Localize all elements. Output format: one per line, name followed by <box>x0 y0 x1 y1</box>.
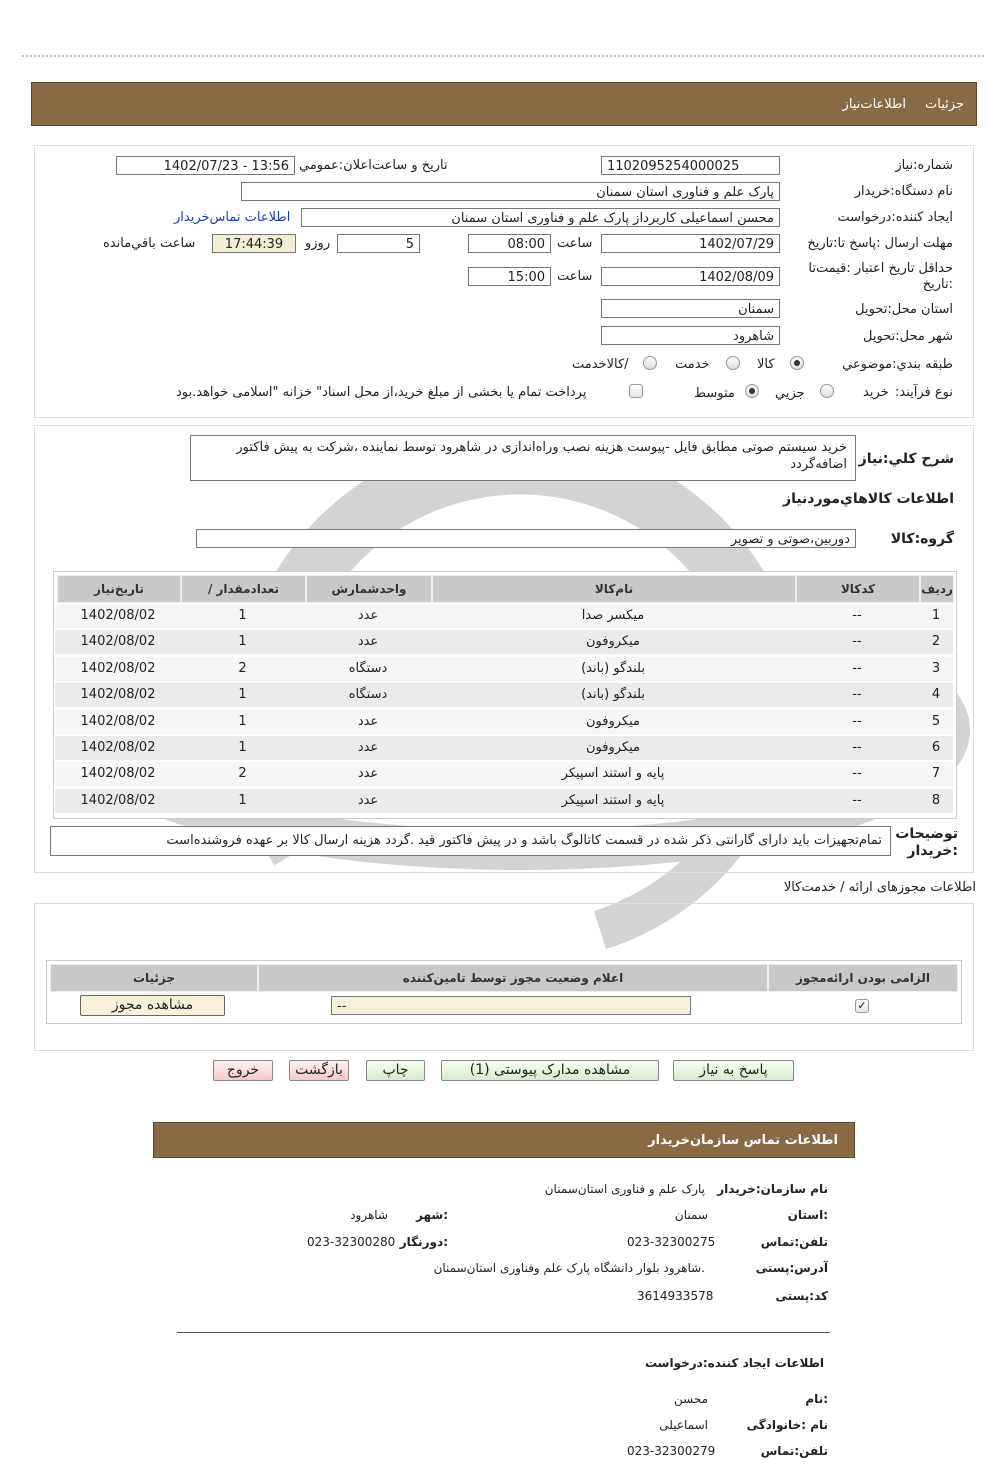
item-name: پایه و استند اسپیکر <box>561 766 665 782</box>
item-code: -- <box>852 713 862 729</box>
tab-need-info[interactable]: اطلاعات‌نیاز <box>842 97 906 112</box>
item-unit: عدد <box>357 634 379 650</box>
table-row <box>55 657 953 681</box>
exit-button[interactable]: خروج <box>213 1060 273 1081</box>
item-quantity: 1 <box>238 792 247 808</box>
col-header-unit: واحدشمارش <box>306 575 432 603</box>
reply-button[interactable]: پاسخ به نیاز <box>673 1060 794 1081</box>
phone-label: تلفن:تماس <box>760 1235 828 1249</box>
days-field: 5 <box>337 234 420 253</box>
item-code: -- <box>852 766 862 782</box>
creator-section-title: اطلاعات ایجاد کننده:درخواست <box>644 1356 824 1370</box>
view-permit-button[interactable]: مشاهده مجوز <box>80 995 225 1016</box>
item-code: -- <box>852 792 862 808</box>
item-unit: دستگاه <box>348 687 388 703</box>
deadline-date-field: 1402/07/29 <box>601 234 780 253</box>
item-quantity: 1 <box>238 687 247 703</box>
item-quantity: 1 <box>238 740 247 755</box>
creator-name-value: محسن <box>673 1392 708 1406</box>
item-name: پایه و استند اسپیکر <box>561 792 665 808</box>
category-both-label: /کالاخدمت <box>572 357 629 372</box>
category-service-radio[interactable] <box>726 356 740 370</box>
remaining-label: ساعت باقي‌مانده <box>103 236 196 251</box>
process-label: نوع فرآیند: <box>895 385 953 400</box>
creator-field: محسن اسماعیلی کاربرداز پارک علم و فناوری استان سمنان <box>301 208 780 227</box>
item-code: -- <box>852 608 862 623</box>
item-quantity: 2 <box>238 766 247 782</box>
province-contact-value: سمنان <box>674 1208 708 1222</box>
row-number: 2 <box>931 634 941 650</box>
print-button[interactable]: چاپ <box>366 1060 425 1081</box>
announce-field: 1402/07/23 - 13:56 <box>116 156 295 175</box>
item-unit: عدد <box>357 608 379 623</box>
validity-label: حداقل تاریخ اعتبار :قیمت‌تا :تاریخ <box>808 261 953 292</box>
city-label: شهر محل:تحویل <box>863 329 953 344</box>
table-row <box>55 604 953 628</box>
item-date: 1402/08/02 <box>80 608 156 623</box>
back-button[interactable]: بازگشت <box>289 1060 349 1081</box>
contact-divider <box>177 1332 830 1333</box>
tab-details[interactable]: جزئیات <box>925 97 964 112</box>
item-quantity: 1 <box>238 634 247 650</box>
treasury-payment-checkbox[interactable] <box>629 384 643 398</box>
buyer-label: نام دستگاه:خریدار <box>854 184 953 199</box>
org-label: نام سازمان:خریدار <box>717 1182 828 1196</box>
process-medium-radio[interactable] <box>745 384 759 398</box>
contact-title: اطلاعات تماس سازمان‌خریدار <box>648 1133 838 1148</box>
permit-details-header: جزئیات <box>50 964 258 992</box>
fax-label: :دورنگار <box>399 1235 448 1249</box>
item-name: بلندگو (باند) <box>581 660 645 676</box>
item-unit: عدد <box>357 766 379 782</box>
table-row <box>55 630 953 654</box>
category-both-radio[interactable] <box>643 356 657 370</box>
city-contact-label: :شهر <box>416 1208 448 1222</box>
table-row <box>55 736 953 760</box>
row-number: 8 <box>931 792 941 808</box>
province-label: استان محل:تحویل <box>855 302 953 317</box>
category-service-label: خدمت <box>675 357 710 372</box>
col-header-row: ردیف <box>920 575 954 603</box>
category-goods-label: کالا <box>757 357 775 372</box>
item-date: 1402/08/02 <box>80 766 156 782</box>
item-date: 1402/08/02 <box>80 792 156 808</box>
summary-label: شرح کلي:نیاز <box>858 451 954 467</box>
item-quantity: 1 <box>238 713 247 729</box>
treasury-payment-note: پرداخت تمام يا بخشی از مبلغ خرید،از محل اسناد" خزانه "اسلامی خواهد.بود <box>176 385 587 400</box>
buyer-notes-text: تمام‌تجهیزات باید دارای گارانتی ذکر شده در قسمت کاتالوگ باشد و در پیش فاکتور قید .گردد هزینه ارسال کالا بر عهده فروشنده‌است <box>50 826 891 856</box>
item-code: -- <box>852 660 862 676</box>
table-row <box>55 762 953 786</box>
address-label: آدرس:پستی <box>755 1261 828 1275</box>
announce-label: تاریخ و ساعت‌اعلان:عمومي <box>299 158 448 173</box>
item-quantity: 2 <box>238 660 247 676</box>
need-number-label: شماره:نیاز <box>895 158 953 173</box>
validity-time-label: ساعت <box>557 269 593 284</box>
validity-time-field: 15:00 <box>468 267 551 286</box>
item-name: بلندگو (باند) <box>581 687 645 703</box>
creator-name-label: :نام <box>805 1392 828 1406</box>
item-code: -- <box>852 634 862 650</box>
buyer-contact-link[interactable]: اطلاعات تماس‌خریدار <box>174 210 291 225</box>
table-row <box>55 683 953 707</box>
validity-date-field: 1402/08/09 <box>601 267 780 286</box>
item-unit: عدد <box>357 792 379 808</box>
item-unit: عدد <box>357 713 379 729</box>
deadline-label: مهلت ارسال :پاسخ تا:تاریخ <box>807 236 953 251</box>
address-value: .شاهرود بلوار دانشگاه پارک علم وفناوری استان‌سمنان <box>433 1261 705 1275</box>
creator-family-label: نام :خانوادگی <box>746 1418 828 1432</box>
goods-info-title: اطلاعات کالاهاي‌موردنیاز <box>783 491 954 507</box>
days-label: روزو <box>305 236 331 251</box>
item-code: -- <box>852 740 862 755</box>
permit-required-checkbox: ✓ <box>855 999 869 1013</box>
process-partial-label: جزيي <box>775 386 805 401</box>
contact-title-bar <box>153 1122 855 1158</box>
postal-value: 3614933578 <box>637 1289 714 1303</box>
item-unit: عدد <box>357 740 379 755</box>
header-bar <box>31 82 977 126</box>
item-date: 1402/08/02 <box>80 687 156 703</box>
top-divider <box>22 55 984 57</box>
buyer-field: پارک علم و فناوری استان سمنان <box>241 182 780 201</box>
fax-value: 023-32300280 <box>307 1235 396 1249</box>
category-label: طبقه بندي:موضوعي <box>842 357 953 372</box>
creator-family-value: اسماعیلی <box>659 1418 708 1432</box>
province-field: سمنان <box>601 299 780 318</box>
row-number: 3 <box>931 660 941 676</box>
category-goods-radio[interactable] <box>790 356 804 370</box>
item-quantity: 1 <box>238 608 247 623</box>
row-number: 1 <box>931 608 941 623</box>
goods-group-field: دوربین،صوتی و تصویر <box>196 529 856 548</box>
view-attachments-button[interactable]: مشاهده مدارک پیوستی (1) <box>441 1060 659 1081</box>
permit-required-header: الزامی بودن ارائه‌مجوز <box>768 964 958 992</box>
col-header-quantity: / تعدادمقدار <box>181 575 306 603</box>
deadline-time-field: 08:00 <box>468 234 551 253</box>
permit-status-field: -- <box>331 996 691 1015</box>
col-header-code: کدکالا <box>796 575 920 603</box>
item-name: میکروفون <box>586 713 640 729</box>
table-row <box>55 789 953 813</box>
need-number-field: 1102095254000025 <box>601 156 780 175</box>
summary-text: خرید سیستم صوتی مطابق فایل -پیوست هزینه نصب وراه‌اندازی در شاهرود توسط نماینده ،شرکت به پیش فاکتور اضافه‌گردد <box>190 435 856 481</box>
item-date: 1402/08/02 <box>80 713 156 729</box>
buyer-notes-label: توضیحات :خریدار <box>895 826 958 859</box>
goods-group-label: گروه:کالا <box>890 531 954 547</box>
table-row <box>55 710 953 734</box>
process-partial-radio[interactable] <box>820 384 834 398</box>
process-medium-label: متوسط <box>694 386 735 401</box>
row-number: 6 <box>931 740 941 755</box>
province-contact-label: :استان <box>787 1208 828 1222</box>
row-number: 5 <box>931 713 941 729</box>
col-header-name: نام‌کالا <box>432 575 796 603</box>
creator-phone-value: 023-32300279 <box>627 1444 716 1458</box>
item-unit: دستگاه <box>348 660 388 676</box>
city-contact-value: شاهرود <box>350 1208 388 1222</box>
item-date: 1402/08/02 <box>80 740 156 755</box>
col-header-date: تاریخ‌نیاز <box>57 575 181 603</box>
deadline-time-label: ساعت <box>557 236 593 251</box>
org-value: پارک علم و فناوری استان‌سمنان <box>544 1182 705 1196</box>
creator-phone-label: تلفن:تماس <box>760 1444 828 1458</box>
city-field: شاهرود <box>601 326 780 345</box>
postal-label: کد:پستی <box>775 1289 828 1303</box>
item-name: میکروفون <box>586 740 640 755</box>
item-name: میکسر صدا <box>581 608 645 623</box>
phone-value: 023-32300275 <box>627 1235 716 1249</box>
creator-label: ایجاد کننده:درخواست <box>837 210 953 225</box>
row-number: 4 <box>931 687 941 703</box>
item-date: 1402/08/02 <box>80 634 156 650</box>
permit-status-header: اعلام وضعیت مجوز توسط تامین‌کننده <box>258 964 768 992</box>
row-number: 7 <box>931 766 941 782</box>
remaining-time-field: 17:44:39 <box>212 234 296 253</box>
permits-title: اطلاعات مجوزهای ارائه / خدمت‌کالا <box>783 880 976 895</box>
item-name: میکروفون <box>586 634 640 650</box>
item-date: 1402/08/02 <box>80 660 156 676</box>
process-buy-label: خرید <box>863 385 889 400</box>
item-code: -- <box>852 687 862 703</box>
